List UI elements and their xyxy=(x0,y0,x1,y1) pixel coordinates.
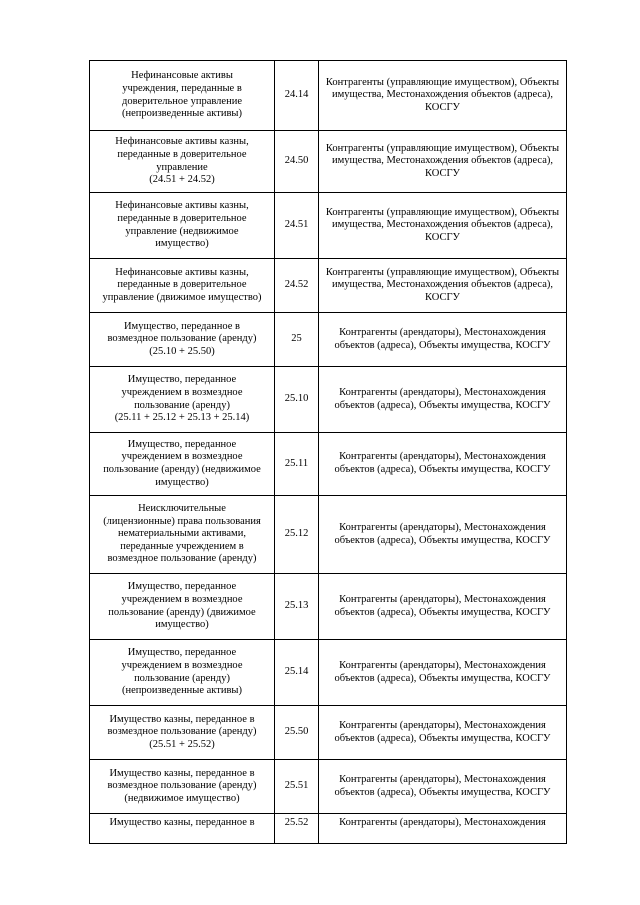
table-row xyxy=(90,814,567,844)
analytics-cell: Контрагенты (управляющие имуществом), Объекты имущества, Местонахождения объектов (адреса), КОСГУ xyxy=(319,61,567,131)
account-name-cell: Нефинансовые активы казны, переданные в доверительное управление (24.51 + 24.52) xyxy=(90,131,275,193)
analytics-cell: Контрагенты (арендаторы), Местонахождения объектов (адреса), Объекты имущества, КОСГУ xyxy=(319,574,567,640)
table-row xyxy=(90,574,567,640)
account-code-cell: 24.50 xyxy=(275,131,319,193)
account-name-cell: Имущество казны, переданное в возмездное пользование (аренду) (25.51 + 25.52) xyxy=(90,706,275,760)
analytics-cell: Контрагенты (арендаторы), Местонахождения объектов (адреса), Объекты имущества, КОСГУ xyxy=(319,760,567,814)
table-row xyxy=(90,313,567,367)
table-row xyxy=(90,259,567,313)
account-name-cell: Имущество казны, переданное в xyxy=(90,814,275,844)
account-code-cell: 25.10 xyxy=(275,367,319,433)
account-name-cell: Нефинансовые активы казны, переданные в доверительное управление (недвижимое имущество) xyxy=(90,193,275,259)
accounts-table-body xyxy=(90,61,567,844)
account-code-cell: 25.52 xyxy=(275,814,319,844)
account-code-cell: 25.14 xyxy=(275,640,319,706)
account-name-cell: Имущество, переданное учреждением в возмездное пользование (аренду) (движимое имущество) xyxy=(90,574,275,640)
table-row xyxy=(90,706,567,760)
table-row xyxy=(90,131,567,193)
account-code-cell: 24.14 xyxy=(275,61,319,131)
table-row xyxy=(90,193,567,259)
analytics-cell: Контрагенты (арендаторы), Местонахождения объектов (адреса), Объекты имущества, КОСГУ xyxy=(319,640,567,706)
analytics-cell: Контрагенты (арендаторы), Местонахождения объектов (адреса), Объекты имущества, КОСГУ xyxy=(319,496,567,574)
accounts-table xyxy=(89,60,567,844)
account-name-cell: Имущество, переданное учреждением в возмездное пользование (аренду) (непроизведенные активы) xyxy=(90,640,275,706)
account-name-cell: Имущество, переданное учреждением в возмездное пользование (аренду) (25.11 + 25.12 + 25.13 + 25.14) xyxy=(90,367,275,433)
analytics-cell: Контрагенты (управляющие имуществом), Объекты имущества, Местонахождения объектов (адреса), КОСГУ xyxy=(319,131,567,193)
account-name-cell: Имущество, переданное в возмездное пользование (аренду) (25.10 + 25.50) xyxy=(90,313,275,367)
table-row xyxy=(90,760,567,814)
account-name-cell: Нефинансовые активы учреждения, переданные в доверительное управление (непроизведенные активы) xyxy=(90,61,275,131)
account-code-cell: 24.51 xyxy=(275,193,319,259)
analytics-cell: Контрагенты (арендаторы), Местонахождения объектов (адреса), Объекты имущества, КОСГУ xyxy=(319,433,567,496)
table-row xyxy=(90,496,567,574)
account-code-cell: 25.13 xyxy=(275,574,319,640)
account-code-cell: 25.50 xyxy=(275,706,319,760)
account-code-cell: 25.11 xyxy=(275,433,319,496)
table-row xyxy=(90,640,567,706)
analytics-cell: Контрагенты (арендаторы), Местонахождения xyxy=(319,814,567,844)
analytics-cell: Контрагенты (управляющие имуществом), Объекты имущества, Местонахождения объектов (адреса), КОСГУ xyxy=(319,193,567,259)
account-name-cell: Нефинансовые активы казны, переданные в доверительное управление (движимое имущество) xyxy=(90,259,275,313)
table-row xyxy=(90,433,567,496)
analytics-cell: Контрагенты (арендаторы), Местонахождения объектов (адреса), Объекты имущества, КОСГУ xyxy=(319,313,567,367)
account-name-cell: Неисключительные (лицензионные) права пользования нематериальными активами, переданные учреждением в возмездное пользование (аренду) xyxy=(90,496,275,574)
account-name-cell: Имущество казны, переданное в возмездное пользование (аренду) (недвижимое имущество) xyxy=(90,760,275,814)
analytics-cell: Контрагенты (арендаторы), Местонахождения объектов (адреса), Объекты имущества, КОСГУ xyxy=(319,367,567,433)
account-code-cell: 25 xyxy=(275,313,319,367)
account-name-cell: Имущество, переданное учреждением в возмездное пользование (аренду) (недвижимое имущество) xyxy=(90,433,275,496)
analytics-cell: Контрагенты (управляющие имуществом), Объекты имущества, Местонахождения объектов (адреса), КОСГУ xyxy=(319,259,567,313)
account-code-cell: 25.12 xyxy=(275,496,319,574)
table-row xyxy=(90,367,567,433)
analytics-cell: Контрагенты (арендаторы), Местонахождения объектов (адреса), Объекты имущества, КОСГУ xyxy=(319,706,567,760)
table-row xyxy=(90,61,567,131)
account-code-cell: 25.51 xyxy=(275,760,319,814)
account-code-cell: 24.52 xyxy=(275,259,319,313)
